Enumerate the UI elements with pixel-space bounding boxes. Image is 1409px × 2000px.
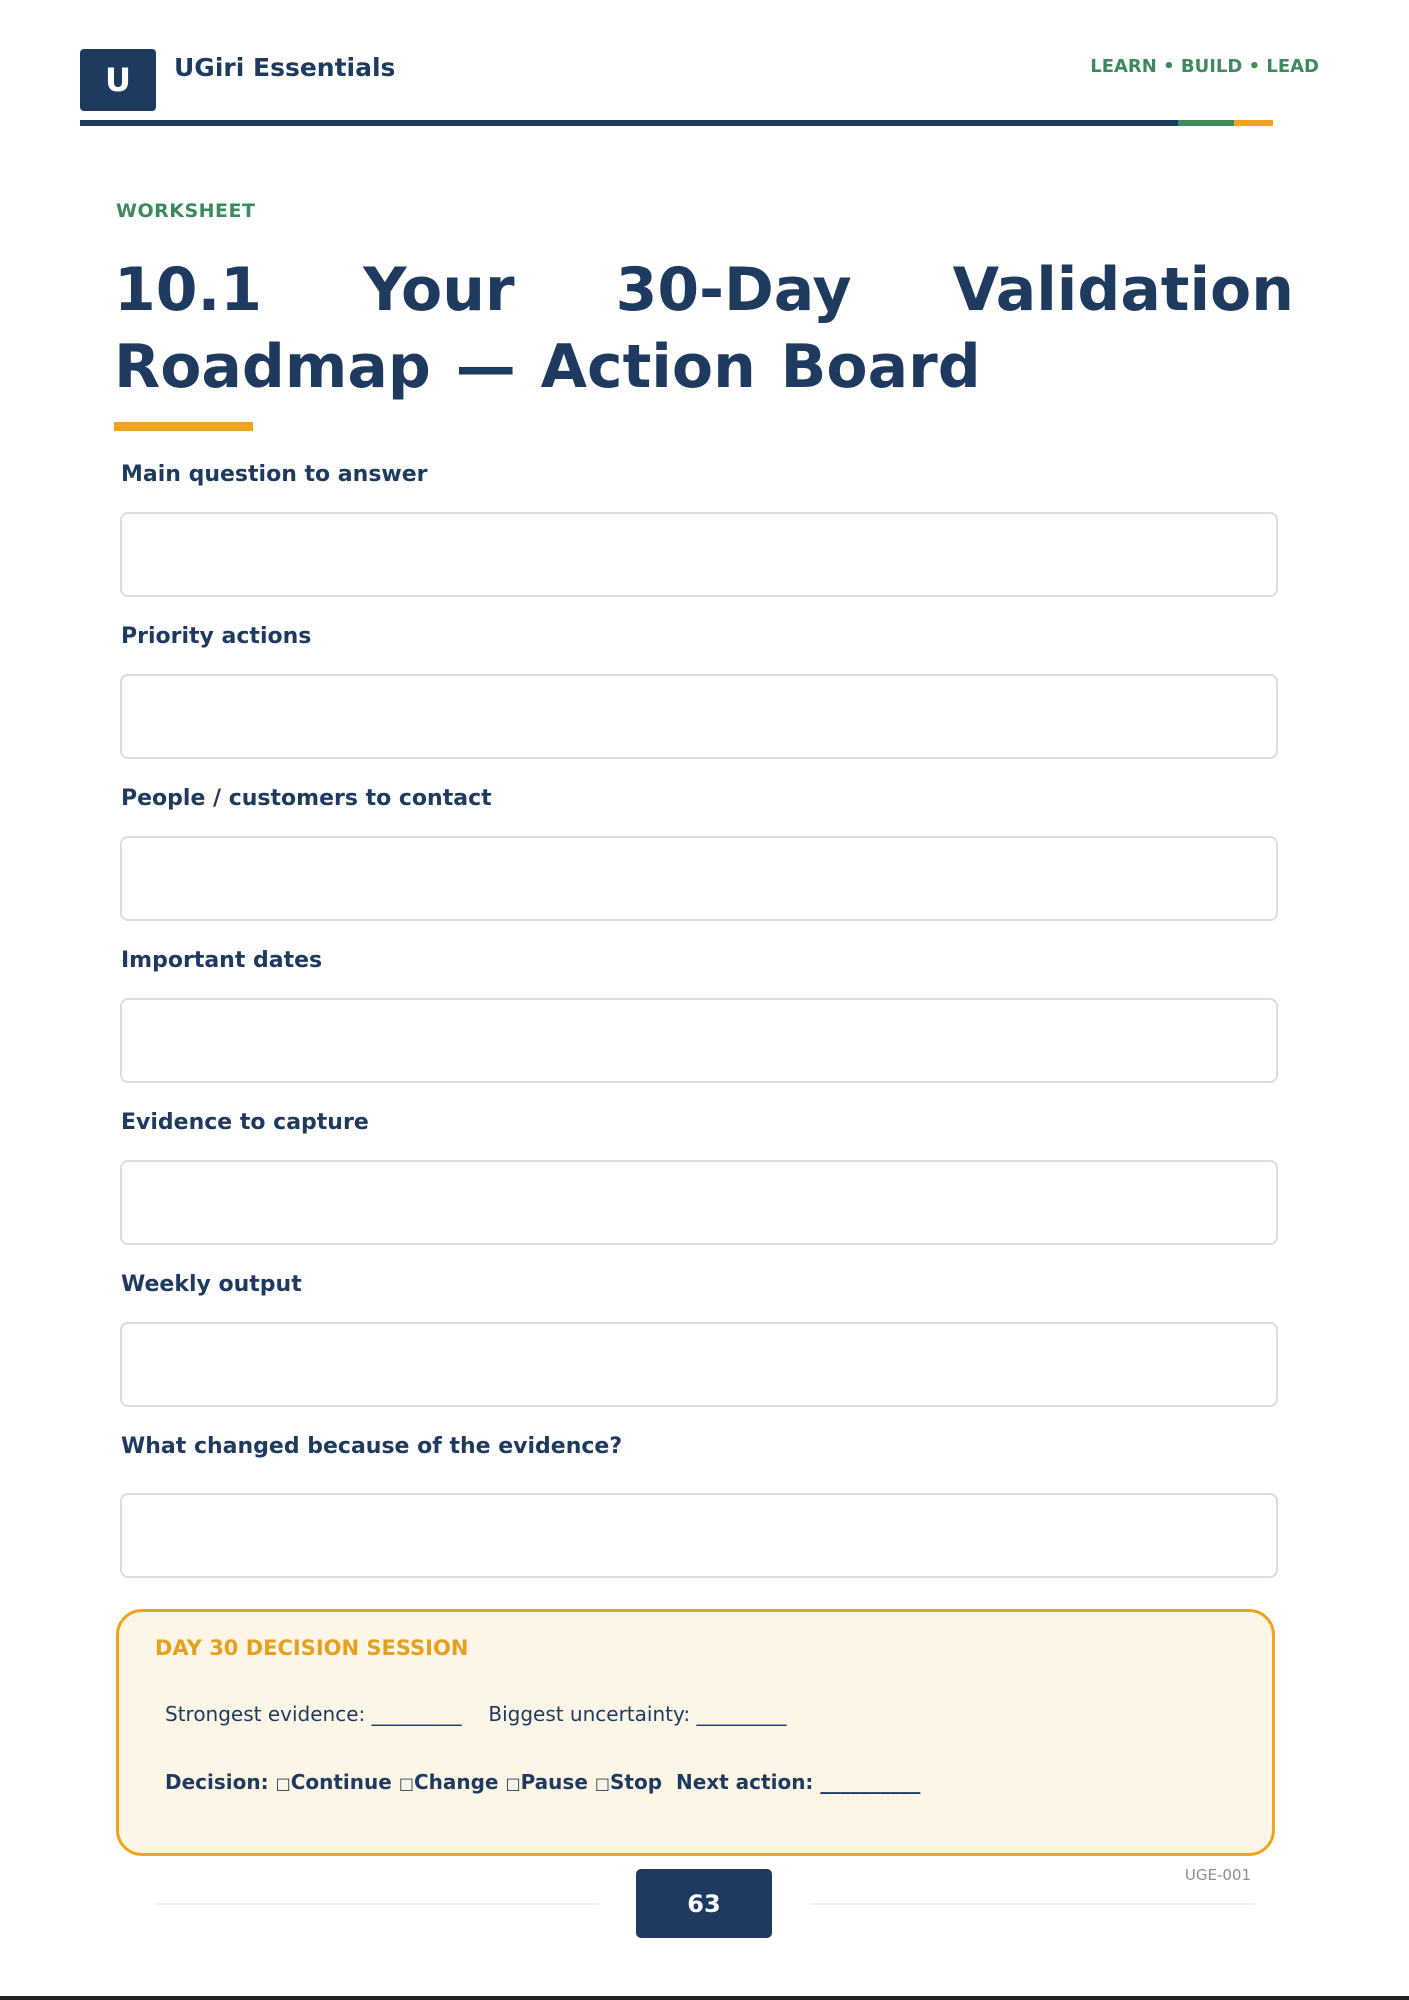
logo-icon: U [80,49,156,111]
field-label-weekly-output: Weekly output [121,1272,302,1297]
option-pause: Pause [520,1770,588,1794]
footer-rule-right [810,1903,1255,1905]
checkbox-stop-icon[interactable]: □ [594,1774,610,1793]
field-label-evidence: Evidence to capture [121,1110,369,1135]
field-label-priority-actions: Priority actions [121,624,312,649]
decision-session-panel [116,1609,1275,1856]
decision-session-title: DAY 30 DECISION SESSION [155,1636,469,1660]
page-title: 10.1 Your 30-Day Validation Roadmap — Action Board [114,255,1294,402]
biggest-uncertainty-blank[interactable]: _________ [696,1702,787,1726]
priority-actions-field[interactable] [120,674,1278,759]
field-label-people: People / customers to contact [121,786,492,811]
field-label-main-question: Main question to answer [121,462,428,487]
people-to-contact-field[interactable] [120,836,1278,921]
next-action-label: Next action: [675,1770,814,1794]
strongest-evidence-blank[interactable]: _________ [371,1702,462,1726]
title-underline [114,422,253,431]
checkbox-continue-icon[interactable]: □ [275,1774,291,1793]
option-change: Change [413,1770,499,1794]
option-continue: Continue [290,1770,392,1794]
footer-rule-left [156,1903,599,1905]
brand-name: UGiri Essentials [174,53,396,82]
decision-evidence-row [165,1702,786,1726]
page-header [80,49,1319,127]
tagline: LEARN • BUILD • LEAD [1090,56,1319,77]
main-question-field[interactable] [120,512,1278,597]
decision-label: Decision: [165,1770,269,1794]
what-changed-field[interactable] [120,1493,1278,1578]
document-code: UGE-001 [1184,1866,1251,1884]
section-eyebrow: WORKSHEET [116,200,256,222]
page-bottom-edge [0,1996,1409,2000]
weekly-output-field[interactable] [120,1322,1278,1407]
biggest-uncertainty-label: Biggest uncertainty: [488,1702,691,1726]
next-action-blank[interactable]: __________ [820,1770,921,1794]
important-dates-field[interactable] [120,998,1278,1083]
checkbox-pause-icon[interactable]: □ [505,1774,521,1793]
strongest-evidence-label: Strongest evidence: [165,1702,366,1726]
option-stop: Stop [609,1770,663,1794]
header-divider [80,120,1273,126]
field-label-important-dates: Important dates [121,948,323,973]
decision-options-row [165,1770,920,1794]
checkbox-change-icon[interactable]: □ [398,1774,414,1793]
evidence-to-capture-field[interactable] [120,1160,1278,1245]
field-label-what-changed: What changed because of the evidence? [121,1434,623,1459]
page-number: 63 [636,1869,772,1938]
